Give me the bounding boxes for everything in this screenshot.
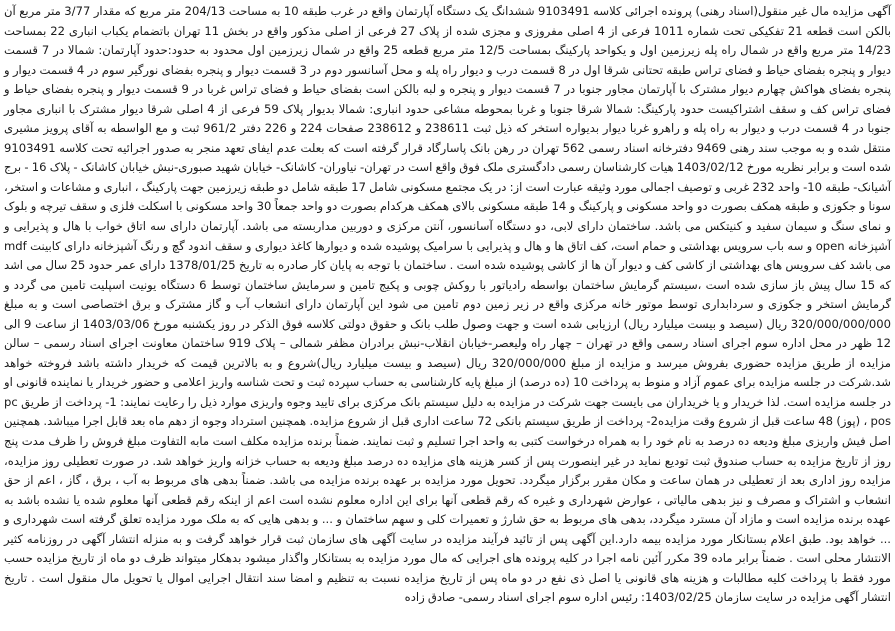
- auction-notice-text: آگهی مزایده مال غیر منقول(اسناد رهنی) پرونده اجرائی کلاسه 9103491 ششدانگ یک دستگاه آپارتمان واقع در غرب طبقه 10 به مساحت 204/13 متر مربع که مقدار 3/77 متر مربع آن بالکن است قطعه 21 تفکیکی تحت شماره 1011 فرعی از 4 اصلی مفروزی و مجزی شده از پلاک 27 فرعی از اصلی مذکور واقع در بخش 11 تهران باتضمام یکباب انباری 22 بمساحت 14/23 متر مربع واقع در شمال راه پله زیرزمین اول و یکواحد پارکینگ بمساحت 12/5 متر مربع قطعه 25 واقع در شمال زیرزمین اول محدود به حدود:حدود آپارتمان: شمالا در 7 قسمت دیوار و پنجره بفضای حیاط و فضای تراس طبقه تحتانی شرقا اول در 8 قسمت درب و دیوار راه پله و محل آسانسور دوم در 3 قسمت دیوار و پنجره بفضای نورگیر سوم در 4 قسمت دیوار و پنجره بفضای هواکش چهارم دیوار مشترک با آپارتمان مجاور جنوبا در 7 قسمت دیوار و پنجره و لبه بالکن است بفضای حیاط و فضای تراس غربا در 9 قسمت دیوار و پنجره بفضای حیاط و فضای تراس کف و سقف اشتراکیست حدود پارکینگ: شمالا شرقا جنوبا و غربا بمحوطه مشاعی حدود انباری: شمالا بدیوار پلاک 59 فرعی از 4 اصلی شرقا دیوار مشترک با انباری مجاور جنوبا در 4 قسمت درب و دیوار به راه پله و راهرو غربا دیوار بدیواره استخر که ذیل ثبت 238611 و 238612 صفحات 224 و 226 دفتر 961/2 ثبت و مع الواسطه به آقای پرویز مشیری منتقل شده و به موجب سند رهنی 9469 دفترخانه اسناد رسمی 562 تهران در رهن بانک پاسارگاد قرار گرفته است که بعلت عدم ایفای تعهد منجر به صدور اجرائیه تحت کلاسه 9103491 شده است و برابر نظریه مورخ 1403/02/12 هیات کارشناسان رسمی دادگستری ملک فوق واقع است در تهران- نیاوران- کاشانک- خیابان شهید صبوری-نبش خیابان کاشانک - پلاک 16 - برج آشیانک- طبقه 10- واحد 232 غربی و توصیف اجمالی مورد وثیقه عبارت است از: در یک مجتمع مسکونی شامل 17 طبقه شامل دو طبقه زیرزمین جهت پارکینگ ، انباری و مشاعات و استخر، سونا و جکوزی و طبقه همکف بصورت دو واحد مسکونی و پارکینگ و 14 طبقه مسکونی بالای همکف هرکدام بصورت دو واحد جمعاً 30 واحد مسکونی با اسکلت فلزی و سقف تیرچه و بلوک و نمای سنگ و سیمان سفید و کنیتکس می باشد. ساختمان دارای لابی، دو دستگاه آسانسور، آنتن مرکزی و دوربین مداربسته می باشد. آپارتمان دارای سه اتاق خواب با هال و پذیرایی و آشپزخانه open و سه باب سرویس بهداشتی و حمام است، کف اتاق ها و هال و پذیرایی با سرامیک پوشیده شده و دیوارها کاغذ دیواری و سقف اندود گچ و رنگ آشپزخانه دارای کابینت mdf می باشد کف سرویس های بهداشتی از کاشی کف و دیوار آن ها از کاشی پوشیده شده است . ساختمان با توجه به پایان کار صادره به تاریخ 1378/01/25 دارای عمر حدود 25 سال می اشد که 15 سال پیش باز سازی شده است ،سیستم گرمایش ساختمان بواسطه رادیاتور با روکش چوبی و پکیج تامین و سرمایش ساختمان توسط 6 دستگاه یونیت اسپلیت تامین می گردد و گرمایش استخر و جکوزی و سردابداری توسط موتور خانه مرکزی واقع در زیر زمین دوم تامین می شود این آپارتمان دارای انشعاب آب و گاز مشترک و برق اختصاصی است و به مبلغ 320/000/000/000 ریال (سیصد و بیست میلیارد ریال) ارزیابی شده است و جهت وصول طلب بانک و حقوق دولتی کلاسه فوق الذکر در روز یکشنبه مورخ 1403/03/06 از ساعت 9 الی 12 ظهر در محل اداره سوم اجرای اسناد رسمی واقع در تهران – چهار راه ولیعصر-خیابان انقلاب-نبش برادران مظفر شمالی – پلاک 919 ساختمان معاونت اجرای اسناد رسمی – سالن مزایده از طریق مزایده حضوری بفروش میرسد و مزایده از مبلغ 320/000/000 ریال (سیصد و بیست میلیارد ریال)شروع و به بالاترین قیمت که خریدار داشته باشد فروخته خواهد شد.شرکت در جلسه مزایده برای عموم آزاد و منوط به پرداخت 10 (ده درصد) از مبلغ پایه کارشناسی به حساب سپرده ثبت و تحت شناسه واریز اعلامی و حضور خریدار یا نماینده قانونی او در جلسه مزایده است. لذا خریدار و یا خریداران می بایست جهت شرکت در مزایده به دلیل سیستم بانک مرکزی برای تایید وجوه واریزی موارد ذیل را رعایت نمایند: 1- پرداخت از طریق pc pos ، (پوز) 48 ساعت قبل از شروع وقت مزایده2- پرداخت از طریق سیستم بانکی 72 ساعت اداری قبل از شروع مزایده. همچنین استرداد وجوه از دهم ماه بعد قابل اجرا میباشد. همچنین اصل فیش واریزی مبلغ ودیعه ده درصد به نام خود را به همراه درخواست کتبی به واحد اجرا تسلیم و ثبت نمایند. ضمناً برنده مزایده مکلف است مابه التفاوت مبلغ فروش را ظرف مدت پنج روز از تاریخ مزایده به حساب صندوق ثبت تودیع نماید در غیر اینصورت پس از کسر هزینه های مزایده ده درصد مبلغ ودیعه به حساب خزانه واریز خواهد شد. در صورت تعطیلی روز مزایده، مزایده روز اداری بعد از تعطیلی در همان ساعت و مکان مقرر برگزار میگردد. تحویل مورد مزایده بر عهده برنده مزایده می باشد. ضمناً بدهی های مربوط به آب ، برق ، گاز ، اعم از حق انشعاب و اشتراک و مصرف و نیز بدهی مالیاتی ، عوارض شهرداری و غیره که رقم قطعی آنها برای این اداره معلوم نشده است اعم از اینکه رقم قطعی آنها معلوم شده یا نشده باشد به عهده برنده مزایده است و مازاد آن مسترد میگردد، بدهی های مربوط به حق شارژ و تعمیرات کلی و سهم ساختمان و ... و بدهی هایی که به ملک مورد مزایده تعلق گرفته است شهرداری و ... خواهد بود. طبق اعلام بستانکار مورد مزایده بیمه دارد.این آگهی پس از تائید فرآیند مزایده در سایت آگهی های سازمان ثبت قرار خواهد گرفت و به منزله انتشار آگهی در روزنامه کثیر الانتشار محلی است . ضمناً برابر ماده 39 مکرر آئین نامه اجرا در کلیه پرونده های اجرایی که مال مورد مزایده به بستانکار واگذار میشود بدهکار میتواند ظرف دو ماه از تاریخ مزایده حسب مورد فقط با پرداخت کلیه مطالبات و هزینه های قانونی یا اصل ذی نفع در دو ماه پس از تاریخ مزایده نسبت به تنظیم و امضا سند انتقال اجرایی اموال یا تحویل مال منقول است . تاریخ انتشار آگهی مزایده در سایت سازمان 1403/02/25: رئیس اداره سوم اجرای اسناد رسمی- صادق زاده: [4, 4, 892, 605]
